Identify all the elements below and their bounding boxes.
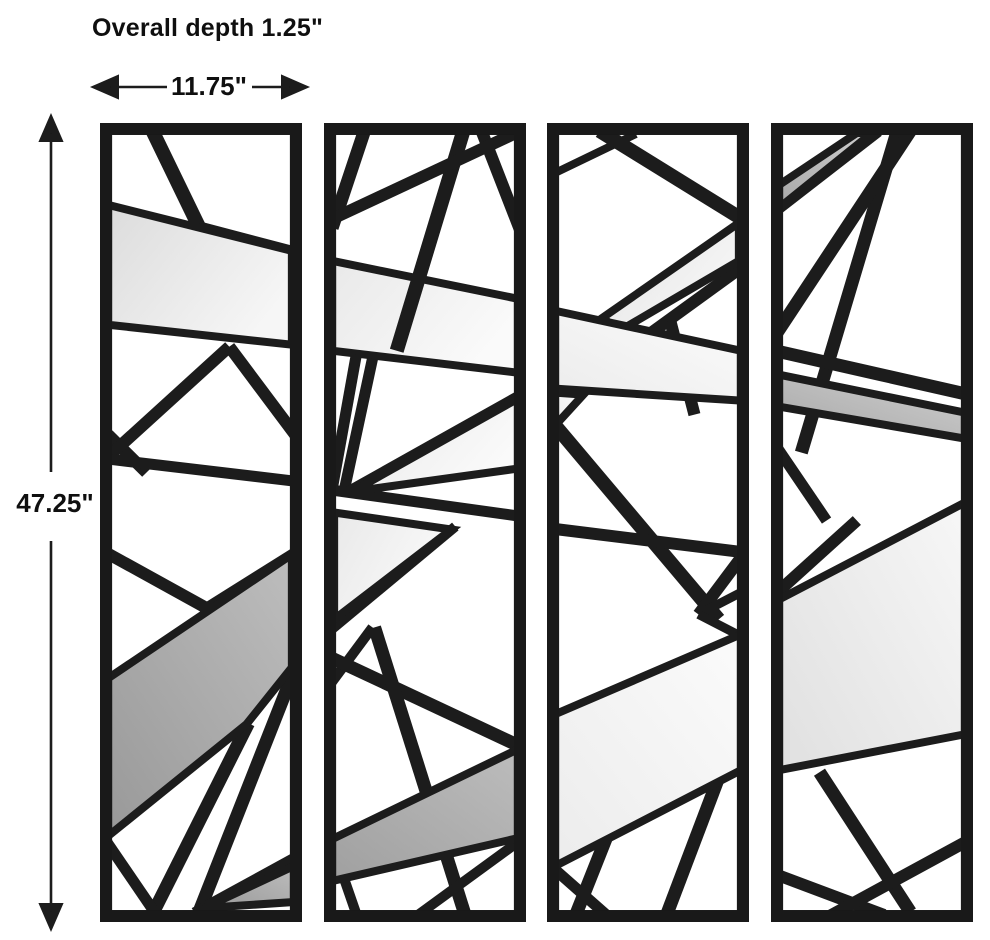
height-arrow-icon (45, 123, 58, 922)
panel-width-label: 11.75" (171, 71, 247, 101)
width-arrow-right-icon (252, 81, 300, 94)
mirror-panel-4 (771, 123, 973, 922)
overall-depth-label: Overall depth 1.25" (92, 14, 324, 42)
panel-1-mirrors (108, 205, 294, 908)
mirror-panel-3 (547, 123, 749, 922)
mirror-panel-1 (100, 123, 302, 922)
panel-height-label: 47.25" (16, 488, 94, 518)
width-arrow-left-icon (100, 81, 167, 94)
mirror-panel-2 (324, 123, 526, 922)
